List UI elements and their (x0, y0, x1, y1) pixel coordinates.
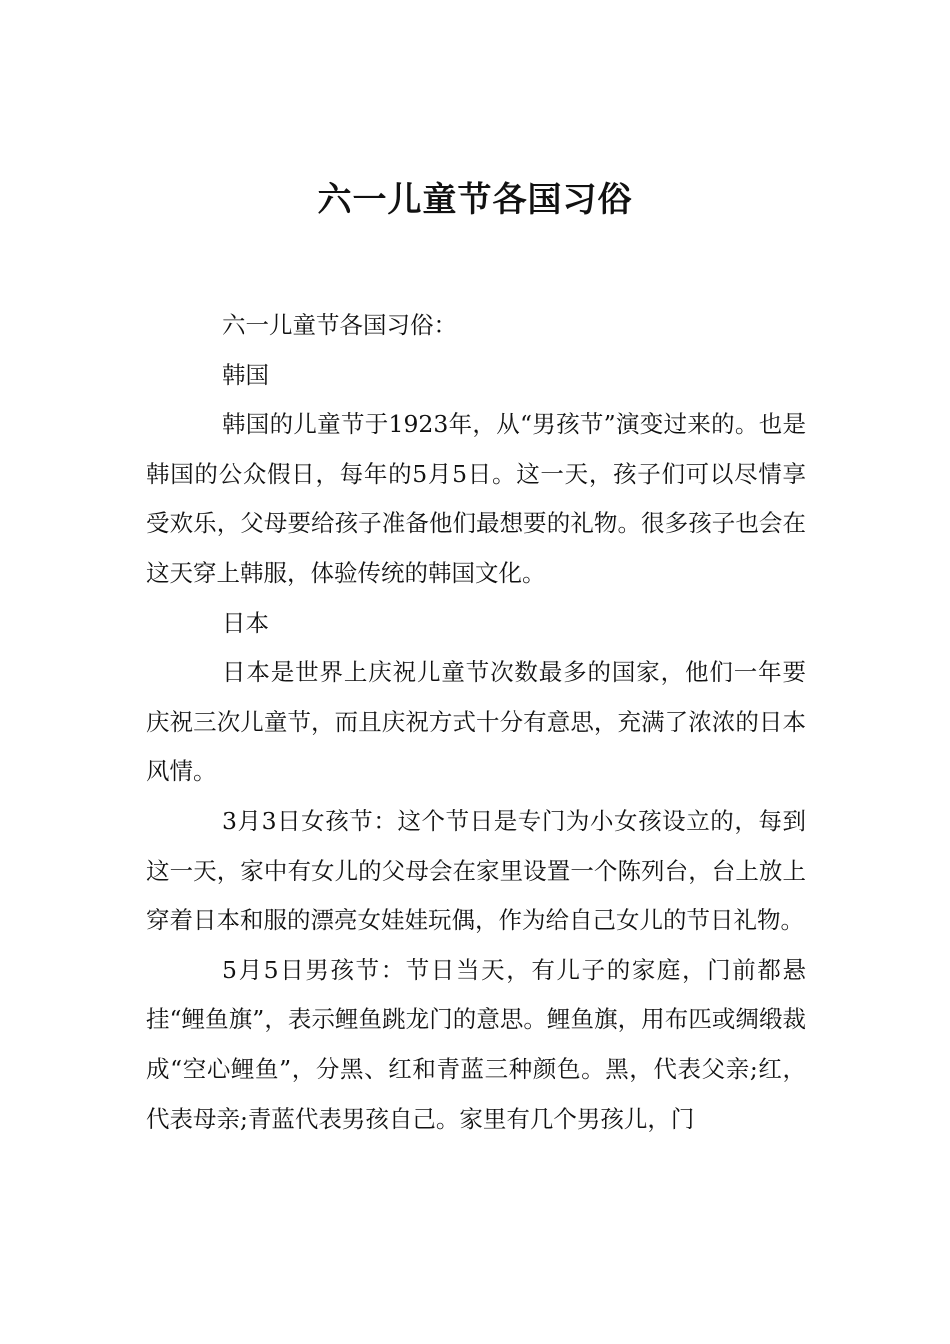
paragraph-intro: 六一儿童节各国习俗： (222, 311, 457, 339)
paragraph-heading-japan: 日本 (222, 608, 269, 637)
paragraph-girls-day: 3月3日女孩节：这个节日是专门为小女孩设立的，每到这一天，家中有女儿的父母会在家里设置一个陈列台，台上放上穿着日本和服的漂亮女娃娃玩偶，作为给自己女儿的节日礼物。 (146, 806, 806, 935)
document-title: 六一儿童节各国习俗 (317, 180, 633, 220)
paragraph-heading-korea: 韩国 (222, 360, 269, 389)
document-body (146, 301, 806, 1144)
paragraph-boys-day: 5月5日男孩节：节日当天，有儿子的家庭，门前都悬挂“鲤鱼旗”，表示鲤鱼跳龙门的意思。鲤鱼旗，用布匹或绸缎裁成“空心鲤鱼”，分黑、红和青蓝三种颜色。黑，代表父亲;红，代表母亲;青蓝代表男孩自己。家里有几个男孩儿，门 (146, 955, 806, 1133)
paragraph-korea: 韩国的儿童节于1923年，从“男孩节”演变过来的。也是韩国的公众假日，每年的5月5日。这一天，孩子们可以尽情享受欢乐，父母要给孩子准备他们最想要的礼物。很多孩子也会在这天穿上韩服，体验传统的韩国文化。 (146, 410, 806, 587)
paragraph-japan: 日本是世界上庆祝儿童节次数最多的国家，他们一年要庆祝三次儿童节，而且庆祝方式十分有意思，充满了浓浓的日本风情。 (146, 658, 806, 786)
